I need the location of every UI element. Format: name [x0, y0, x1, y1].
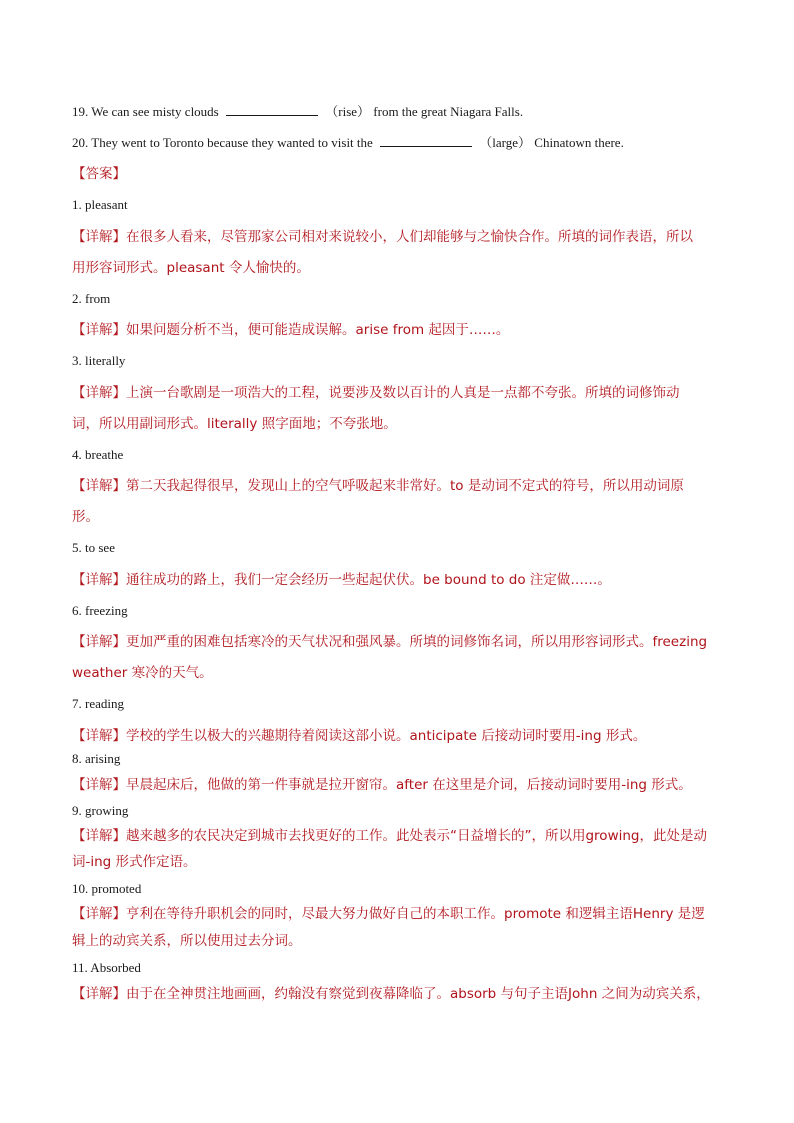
detail-tag: 【详解】 — [72, 385, 126, 401]
explanation-text: 如果问题分析不当，便可能造成误解。arise from 起因于……。 — [126, 322, 510, 338]
question-19-hint: （rise） — [325, 104, 371, 119]
answer-explanation-line — [72, 984, 710, 1004]
answer-explanation-line — [72, 632, 707, 652]
answer-item-4: 4. breathe — [72, 447, 124, 462]
explanation-text: 亨利在等待升职机会的同时，尽最大努力做好自己的本职工作。promote 和逻辑主语Henry 是逻 — [126, 906, 705, 922]
answer-item-3: 3. literally — [72, 353, 126, 368]
explanation-text: 越来越多的农民决定到城市去找更好的工作。此处表示“日益增长的”，所以用growing，此处是动 — [126, 828, 707, 844]
answer-explanation-line — [72, 476, 684, 496]
answer-explanation-line — [72, 726, 646, 746]
answer-item-5: 5. to see — [72, 540, 115, 555]
answer-blank — [380, 134, 472, 147]
explanation-text: 上演一台歌剧是一项浩大的工程，说要涉及数以百计的人真是一点都不夸张。所填的词修饰动 — [126, 385, 680, 401]
explanation-text: 早晨起床后，他做的第一件事就是拉开窗帘。after 在这里是介词，后接动词时要用-ing 形式。 — [126, 777, 692, 793]
answer-item-6: 6. freezing — [72, 603, 128, 618]
answer-item-9: 9. growing — [72, 803, 129, 818]
detail-tag: 【详解】 — [72, 986, 126, 1002]
explanation-text: 形。 — [72, 509, 99, 525]
answer-explanation-line — [72, 570, 611, 590]
answer-item-1: 1. pleasant — [72, 197, 128, 212]
answer-item-11: 11. Absorbed — [72, 960, 141, 975]
explanation-text: 更加严重的困难包括寒冷的天气状况和强风暴。所填的词修饰名词，所以用形容词形式。freezing — [126, 634, 708, 650]
detail-tag: 【详解】 — [72, 777, 126, 793]
detail-tag: 【详解】 — [72, 478, 126, 494]
answer-explanation-line — [72, 258, 310, 278]
answer-section-heading: 【答案】 — [72, 166, 126, 182]
answer-explanation-line — [72, 227, 693, 247]
explanation-text: weather 寒冷的天气。 — [72, 665, 213, 681]
answer-item-8: 8. arising — [72, 751, 121, 766]
detail-tag: 【详解】 — [72, 728, 126, 744]
question-20-hint: （large） — [479, 135, 532, 150]
answer-explanation-line — [72, 507, 99, 527]
question-20-tail: Chinatown there. — [534, 135, 624, 150]
answer-item-7: 7. reading — [72, 696, 124, 711]
explanation-text: 辑上的动宾关系，所以使用过去分词。 — [72, 933, 302, 949]
explanation-text: 词-ing 形式作定语。 — [72, 854, 197, 870]
answer-explanation-line — [72, 383, 680, 403]
detail-tag: 【详解】 — [72, 828, 126, 844]
detail-tag: 【详解】 — [72, 229, 126, 245]
answer-explanation-line — [72, 826, 707, 846]
explanation-text: 在很多人看来，尽管那家公司相对来说较小，人们却能够与之愉快合作。所填的词作表语，所以 — [126, 229, 693, 245]
answer-explanation-line — [72, 320, 509, 340]
explanation-text: 词，所以用副词形式。literally 照字面地；不夸张地。 — [72, 416, 397, 432]
question-19-text: 19. We can see misty clouds — [72, 104, 219, 119]
explanation-text: 通往成功的路上，我们一定会经历一些起起伏伏。be bound to do 注定做……。 — [126, 572, 611, 588]
explanation-text: 由于在全神贯注地画画，约翰没有察觉到夜幕降临了。absorb 与句子主语John 之间为动宾关系， — [126, 986, 710, 1002]
question-19-tail: from the great Niagara Falls. — [373, 104, 524, 119]
detail-tag: 【详解】 — [72, 572, 126, 588]
explanation-text: 学校的学生以极大的兴趣期待着阅读这部小说。anticipate 后接动词时要用-ing 形式。 — [126, 728, 647, 744]
answer-blank — [226, 103, 318, 116]
answer-explanation-line — [72, 414, 397, 434]
answer-item-2: 2. from — [72, 291, 111, 306]
explanation-text: 用形容词形式。pleasant 令人愉快的。 — [72, 260, 310, 276]
question-20 — [72, 133, 624, 153]
detail-tag: 【详解】 — [72, 322, 126, 338]
detail-tag: 【详解】 — [72, 634, 126, 650]
question-19 — [72, 102, 523, 122]
answer-explanation-line — [72, 852, 197, 872]
detail-tag: 【详解】 — [72, 906, 126, 922]
answer-item-10: 10. promoted — [72, 881, 142, 896]
answer-explanation-line — [72, 775, 692, 795]
answer-explanation-line — [72, 931, 302, 951]
answer-explanation-line — [72, 663, 213, 683]
answer-explanation-line — [72, 904, 705, 924]
explanation-text: 第二天我起得很早，发现山上的空气呼吸起来非常好。to 是动词不定式的符号，所以用动词原 — [126, 478, 684, 494]
question-20-text: 20. They went to Toronto because they wanted to visit the — [72, 135, 373, 150]
